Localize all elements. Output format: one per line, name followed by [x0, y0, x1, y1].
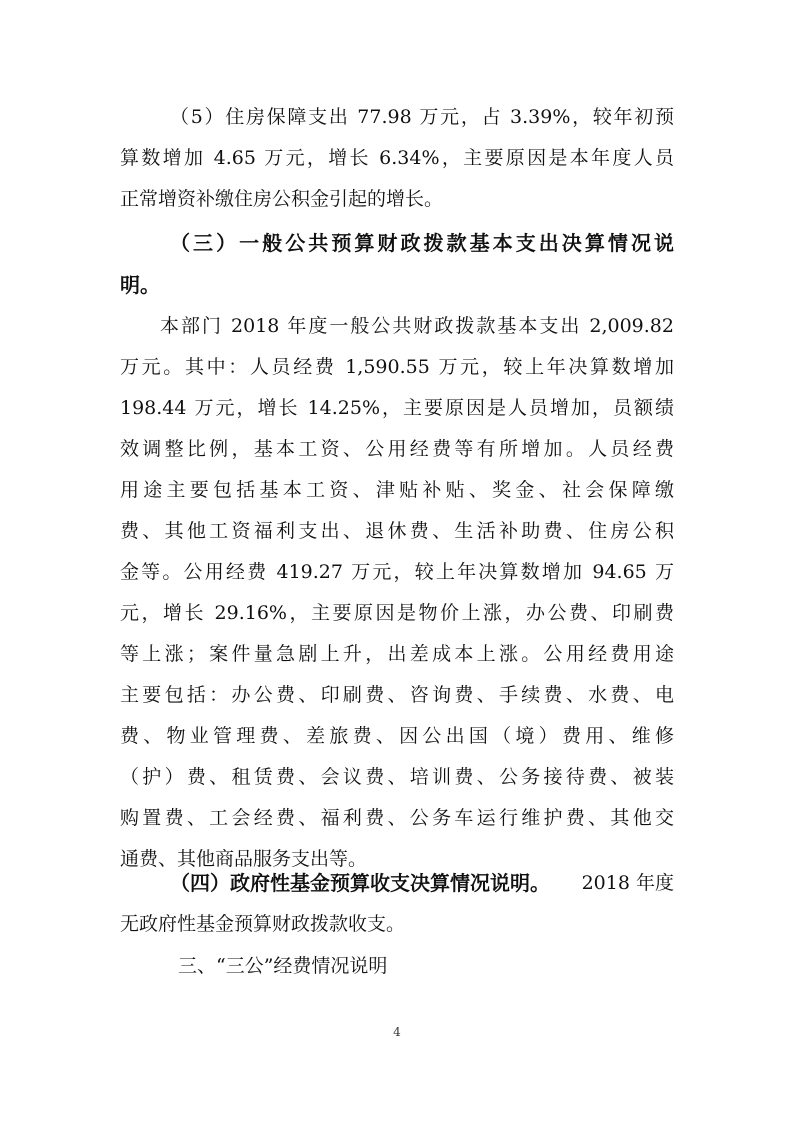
paragraph-line: 本部门 2018 年度一般公共财政拨款基本支出 2,009.82: [160, 315, 674, 337]
section-heading: （四）政府性基金预算收支决算情况说明。: [170, 871, 550, 895]
section-heading: 明。: [120, 273, 160, 297]
paragraph-line: 等上涨；案件量急剧上升，出差成本上涨。公用经费用途: [120, 643, 674, 665]
section-heading-line: [170, 864, 674, 902]
paragraph-line: 用途主要包括基本工资、津贴补贴、奖金、社会保障缴: [120, 479, 674, 501]
paragraph-line: 198.44 万元，增长 14.25%，主要原因是人员增加，员额绩: [120, 397, 674, 419]
paragraph-line: 效调整比例，基本工资、公用经费等有所增加。人员经费: [120, 438, 674, 460]
paragraph-line: 无政府性基金预算财政拨款收支。: [120, 913, 406, 935]
paragraph-line: 金等。公用经费 419.27 万元，较上年决算数增加 94.65 万: [120, 561, 674, 583]
paragraph-line: 正常增资补缴住房公积金引起的增长。: [120, 188, 444, 210]
paragraph-line: （护）费、租赁费、会议费、培训费、公务接待费、被装: [120, 766, 674, 788]
page-number: 4: [393, 1025, 401, 1039]
paragraph-line: 主要包括：办公费、印刷费、咨询费、手续费、水费、电: [120, 684, 674, 706]
paragraph-line: 通费、其他商品服务支出等。: [120, 848, 368, 870]
section-title: 三、“三公”经费情况说明: [178, 955, 388, 977]
paragraph-line: 万元。其中：人员经费 1,590.55 万元，较上年决算数增加: [120, 356, 674, 378]
paragraph-line: 费、其他工资福利支出、退休费、生活补助费、住房公积: [120, 520, 674, 542]
paragraph-line: 费、物业管理费、差旅费、因公出国（境）费用、维修: [120, 725, 674, 747]
paragraph-line: 算数增加 4.65 万元，增长 6.34%，主要原因是本年度人员: [120, 147, 674, 169]
paragraph-line: 元，增长 29.16%，主要原因是物价上涨，办公费、印刷费: [120, 602, 674, 624]
paragraph-line: （5）住房保障支出 77.98 万元，占 3.39%，较年初预: [170, 106, 674, 128]
paragraph-line: 购置费、工会经费、福利费、公务车运行维护费、其他交: [120, 807, 674, 829]
paragraph-text: 2018 年度: [581, 872, 674, 894]
section-heading: （三）一般公共预算财政拨款基本支出决算情况说: [170, 231, 674, 255]
